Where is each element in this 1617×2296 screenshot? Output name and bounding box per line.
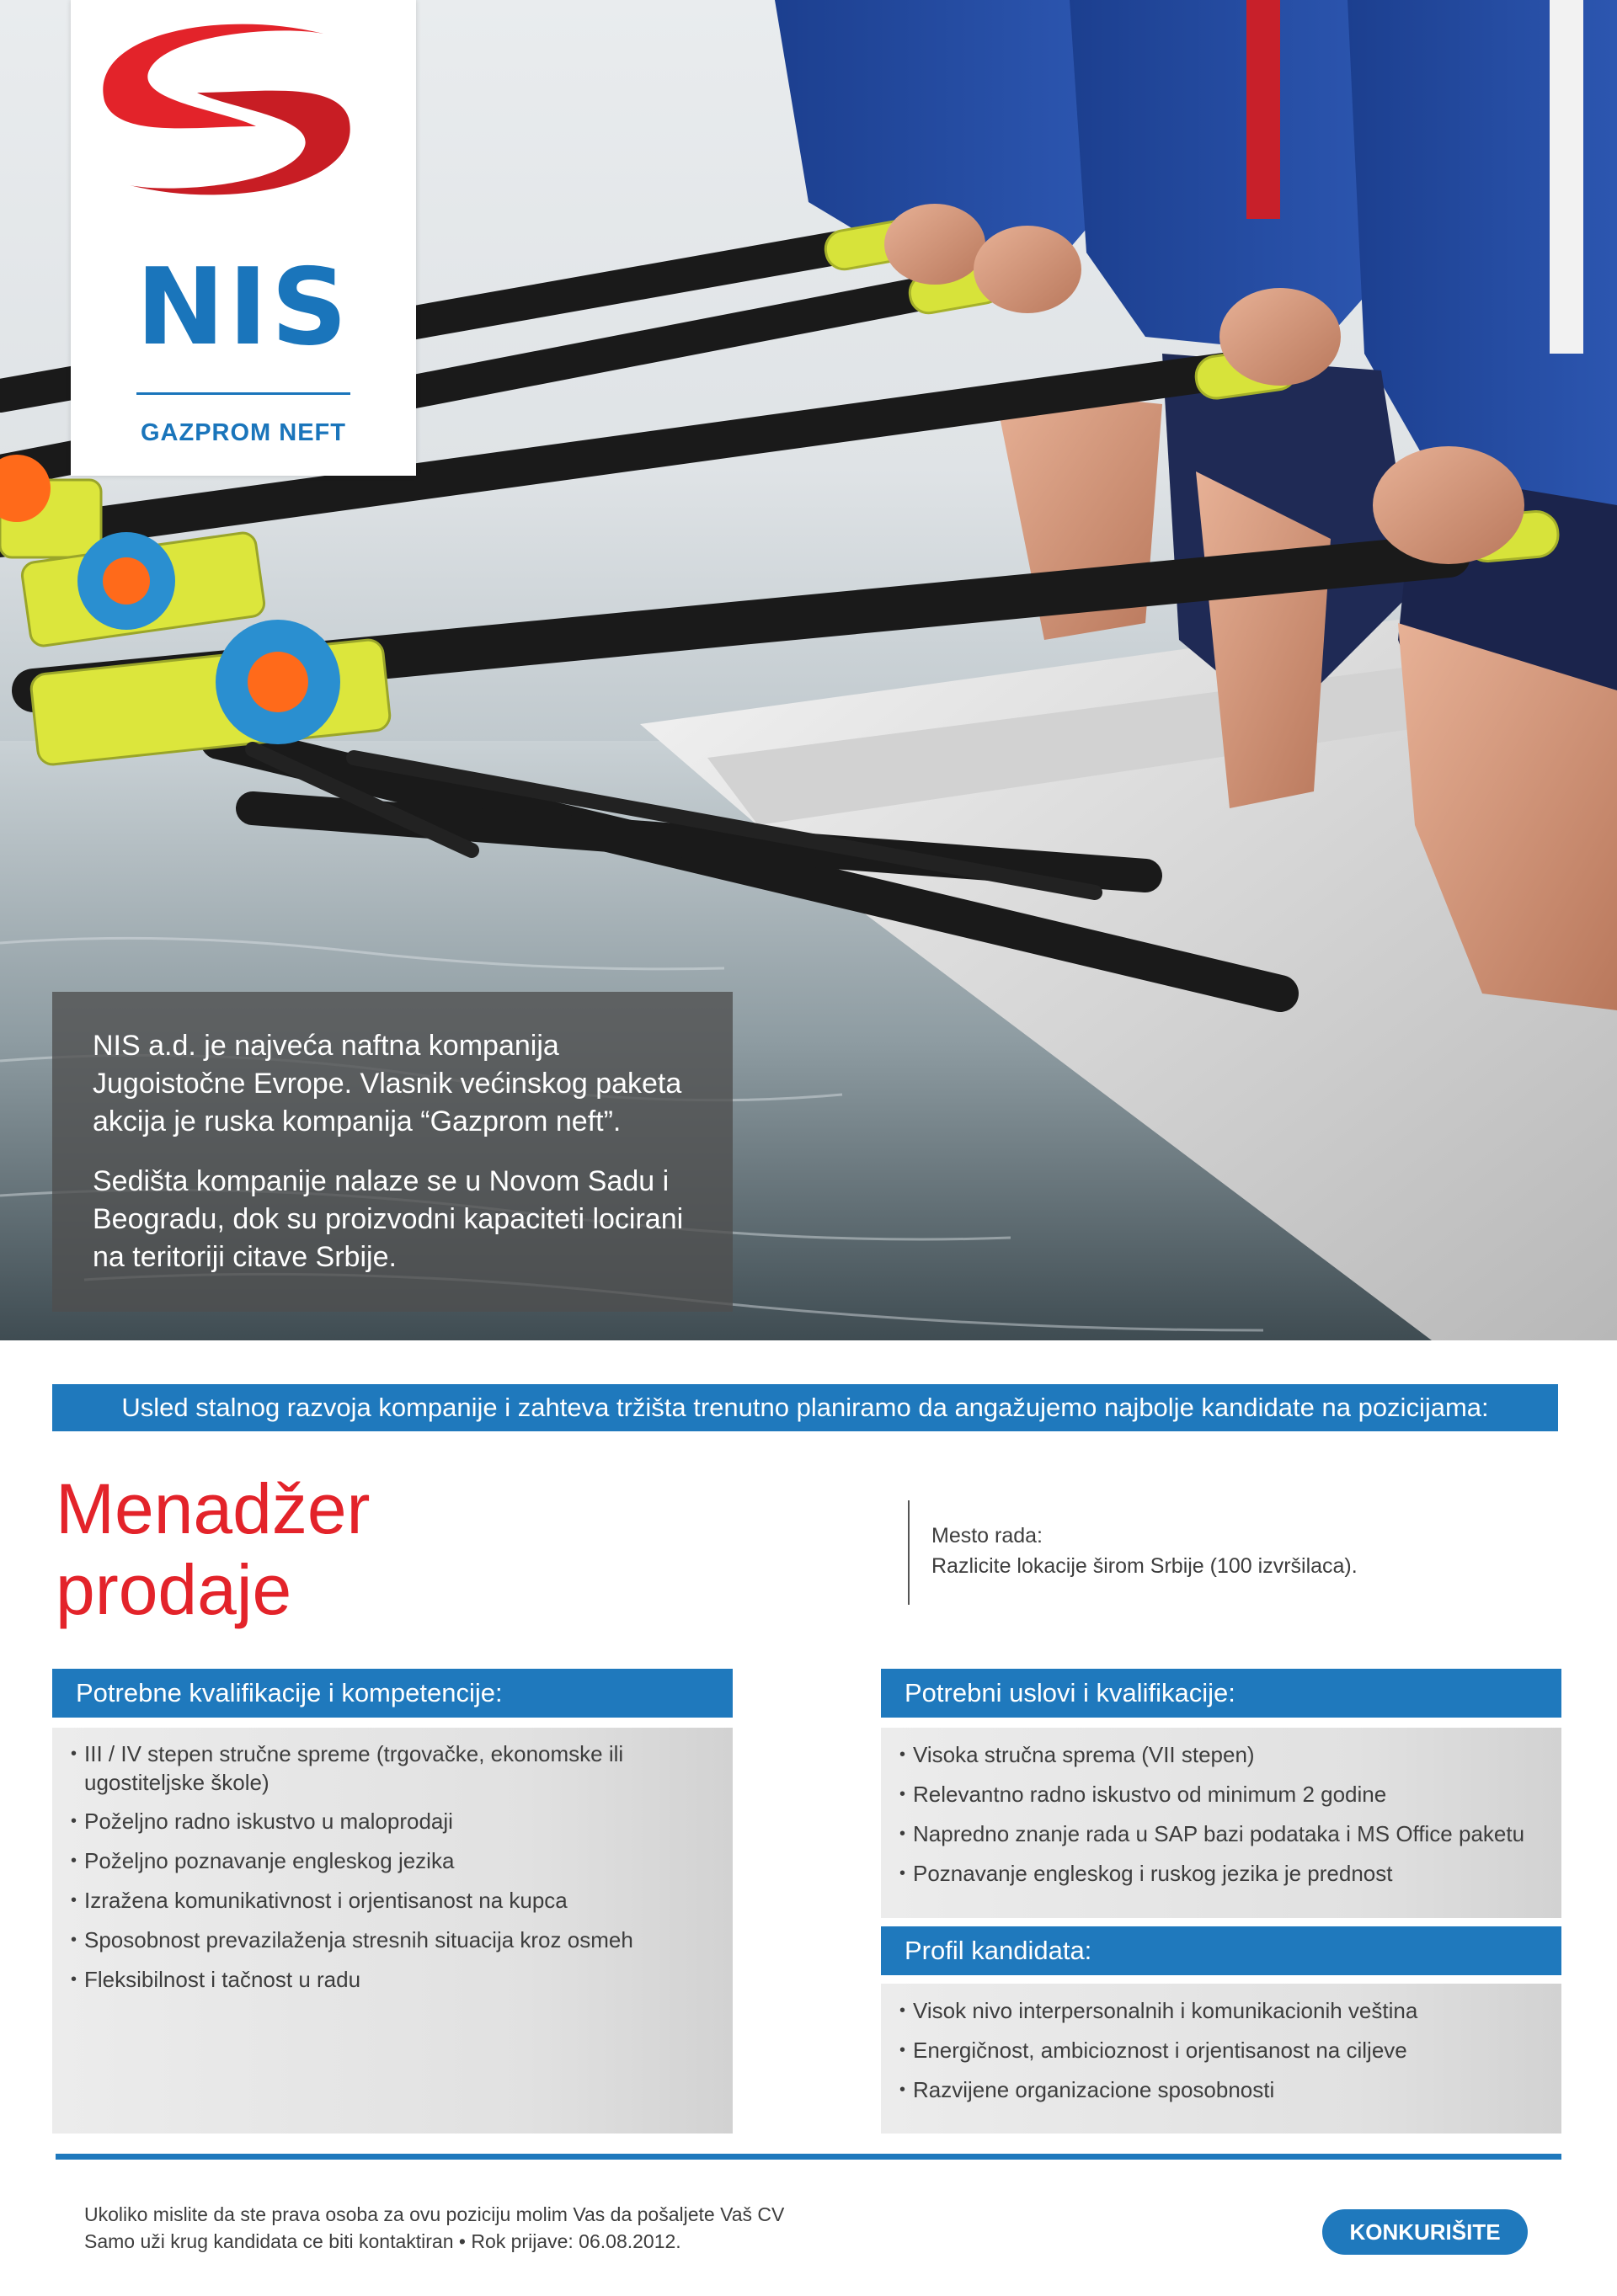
logo-divider xyxy=(136,392,350,395)
list-item: • Izražena komunikativnost i orjentisanost na kupca xyxy=(71,1885,716,1915)
list-item: • Energičnost, ambicioznost i orjentisanost na ciljeve xyxy=(899,2035,1545,2065)
list-item: • Napredno znanje rada u SAP bazi podataka i MS Office paketu xyxy=(899,1819,1545,1849)
list-item: • Visok nivo interpersonalnih i komunikacionih veština xyxy=(899,1995,1545,2026)
list-item: • Poželjno poznavanje engleskog jezika xyxy=(71,1846,716,1876)
candidate-profile-heading: Profil kandidata: xyxy=(881,1926,1561,1975)
brand-name: NIS xyxy=(136,245,351,369)
announcement-band: Usled stalnog razvoja kompanije i zahteva tržišta trenutno planiramo da angažujemo najbolje kandidate na pozicijama: xyxy=(52,1384,1558,1431)
intro-paragraph-1: NIS a.d. je najveća naftna kompanija Jugoistočne Evrope. Vlasnik većinskog paketa akcija je ruska kompanija “Gazprom neft”. xyxy=(93,1030,682,1137)
list-item: • Visoka stručna sprema (VII stepen) xyxy=(899,1739,1545,1770)
location-divider xyxy=(908,1500,910,1605)
company-intro-panel xyxy=(52,992,733,1312)
candidate-profile-list xyxy=(881,1984,1561,2134)
brand-subtitle: GAZPROM NEFT xyxy=(141,419,346,446)
location-label: Mesto rada: xyxy=(931,1524,1043,1548)
list-item: • III / IV stepen stručne spreme (trgovačke, ekonomske ili ugostiteljske škole) xyxy=(71,1739,691,1797)
footer-divider xyxy=(56,2154,1561,2160)
nis-logo-swoosh-icon xyxy=(71,0,379,210)
work-location xyxy=(931,1521,1358,1581)
footer-line-1: Ukoliko mislite da ste prava osoba za ovu poziciju molim Vas da pošaljete Vaš CV xyxy=(84,2203,785,2225)
list-item: • Razvijene organizacione sposobnosti xyxy=(899,2075,1545,2105)
list-item: • Poznavanje engleskog i ruskog jezika je prednost xyxy=(899,1858,1545,1888)
job-title-line-2: prodaje xyxy=(56,1550,292,1629)
list-item: • Relevantno radno iskustvo od minimum 2 godine xyxy=(899,1779,1545,1809)
job-title xyxy=(56,1468,645,1630)
location-value: Razlicite lokacije širom Srbije (100 izvršilaca). xyxy=(931,1554,1358,1578)
intro-paragraph-2: Sedišta kompanije nalaze se u Novom Sadu i Beogradu, dok su proizvodni kapaciteti locirani na teritoriji citave Srbije. xyxy=(93,1165,684,1273)
requirements-heading: Potrebni uslovi i kvalifikacije: xyxy=(881,1669,1561,1718)
job-title-line-1: Menadžer xyxy=(56,1469,371,1548)
logo-panel xyxy=(71,0,416,476)
qualifications-heading: Potrebne kvalifikacije i kompetencije: xyxy=(52,1669,733,1718)
list-item: • Poželjno radno iskustvo u maloprodaji xyxy=(71,1806,716,1836)
footer-note xyxy=(84,2201,784,2255)
apply-button[interactable]: KONKURIŠITE xyxy=(1322,2209,1528,2255)
list-item: • Fleksibilnost i tačnost u radu xyxy=(71,1964,716,1995)
list-item: • Sposobnost prevazilaženja stresnih situacija kroz osmeh xyxy=(71,1925,716,1955)
qualifications-list xyxy=(52,1728,733,2134)
footer-line-2: Samo uži krug kandidata ce biti kontaktiran • Rok prijave: 06.08.2012. xyxy=(84,2230,681,2252)
requirements-list xyxy=(881,1728,1561,1918)
